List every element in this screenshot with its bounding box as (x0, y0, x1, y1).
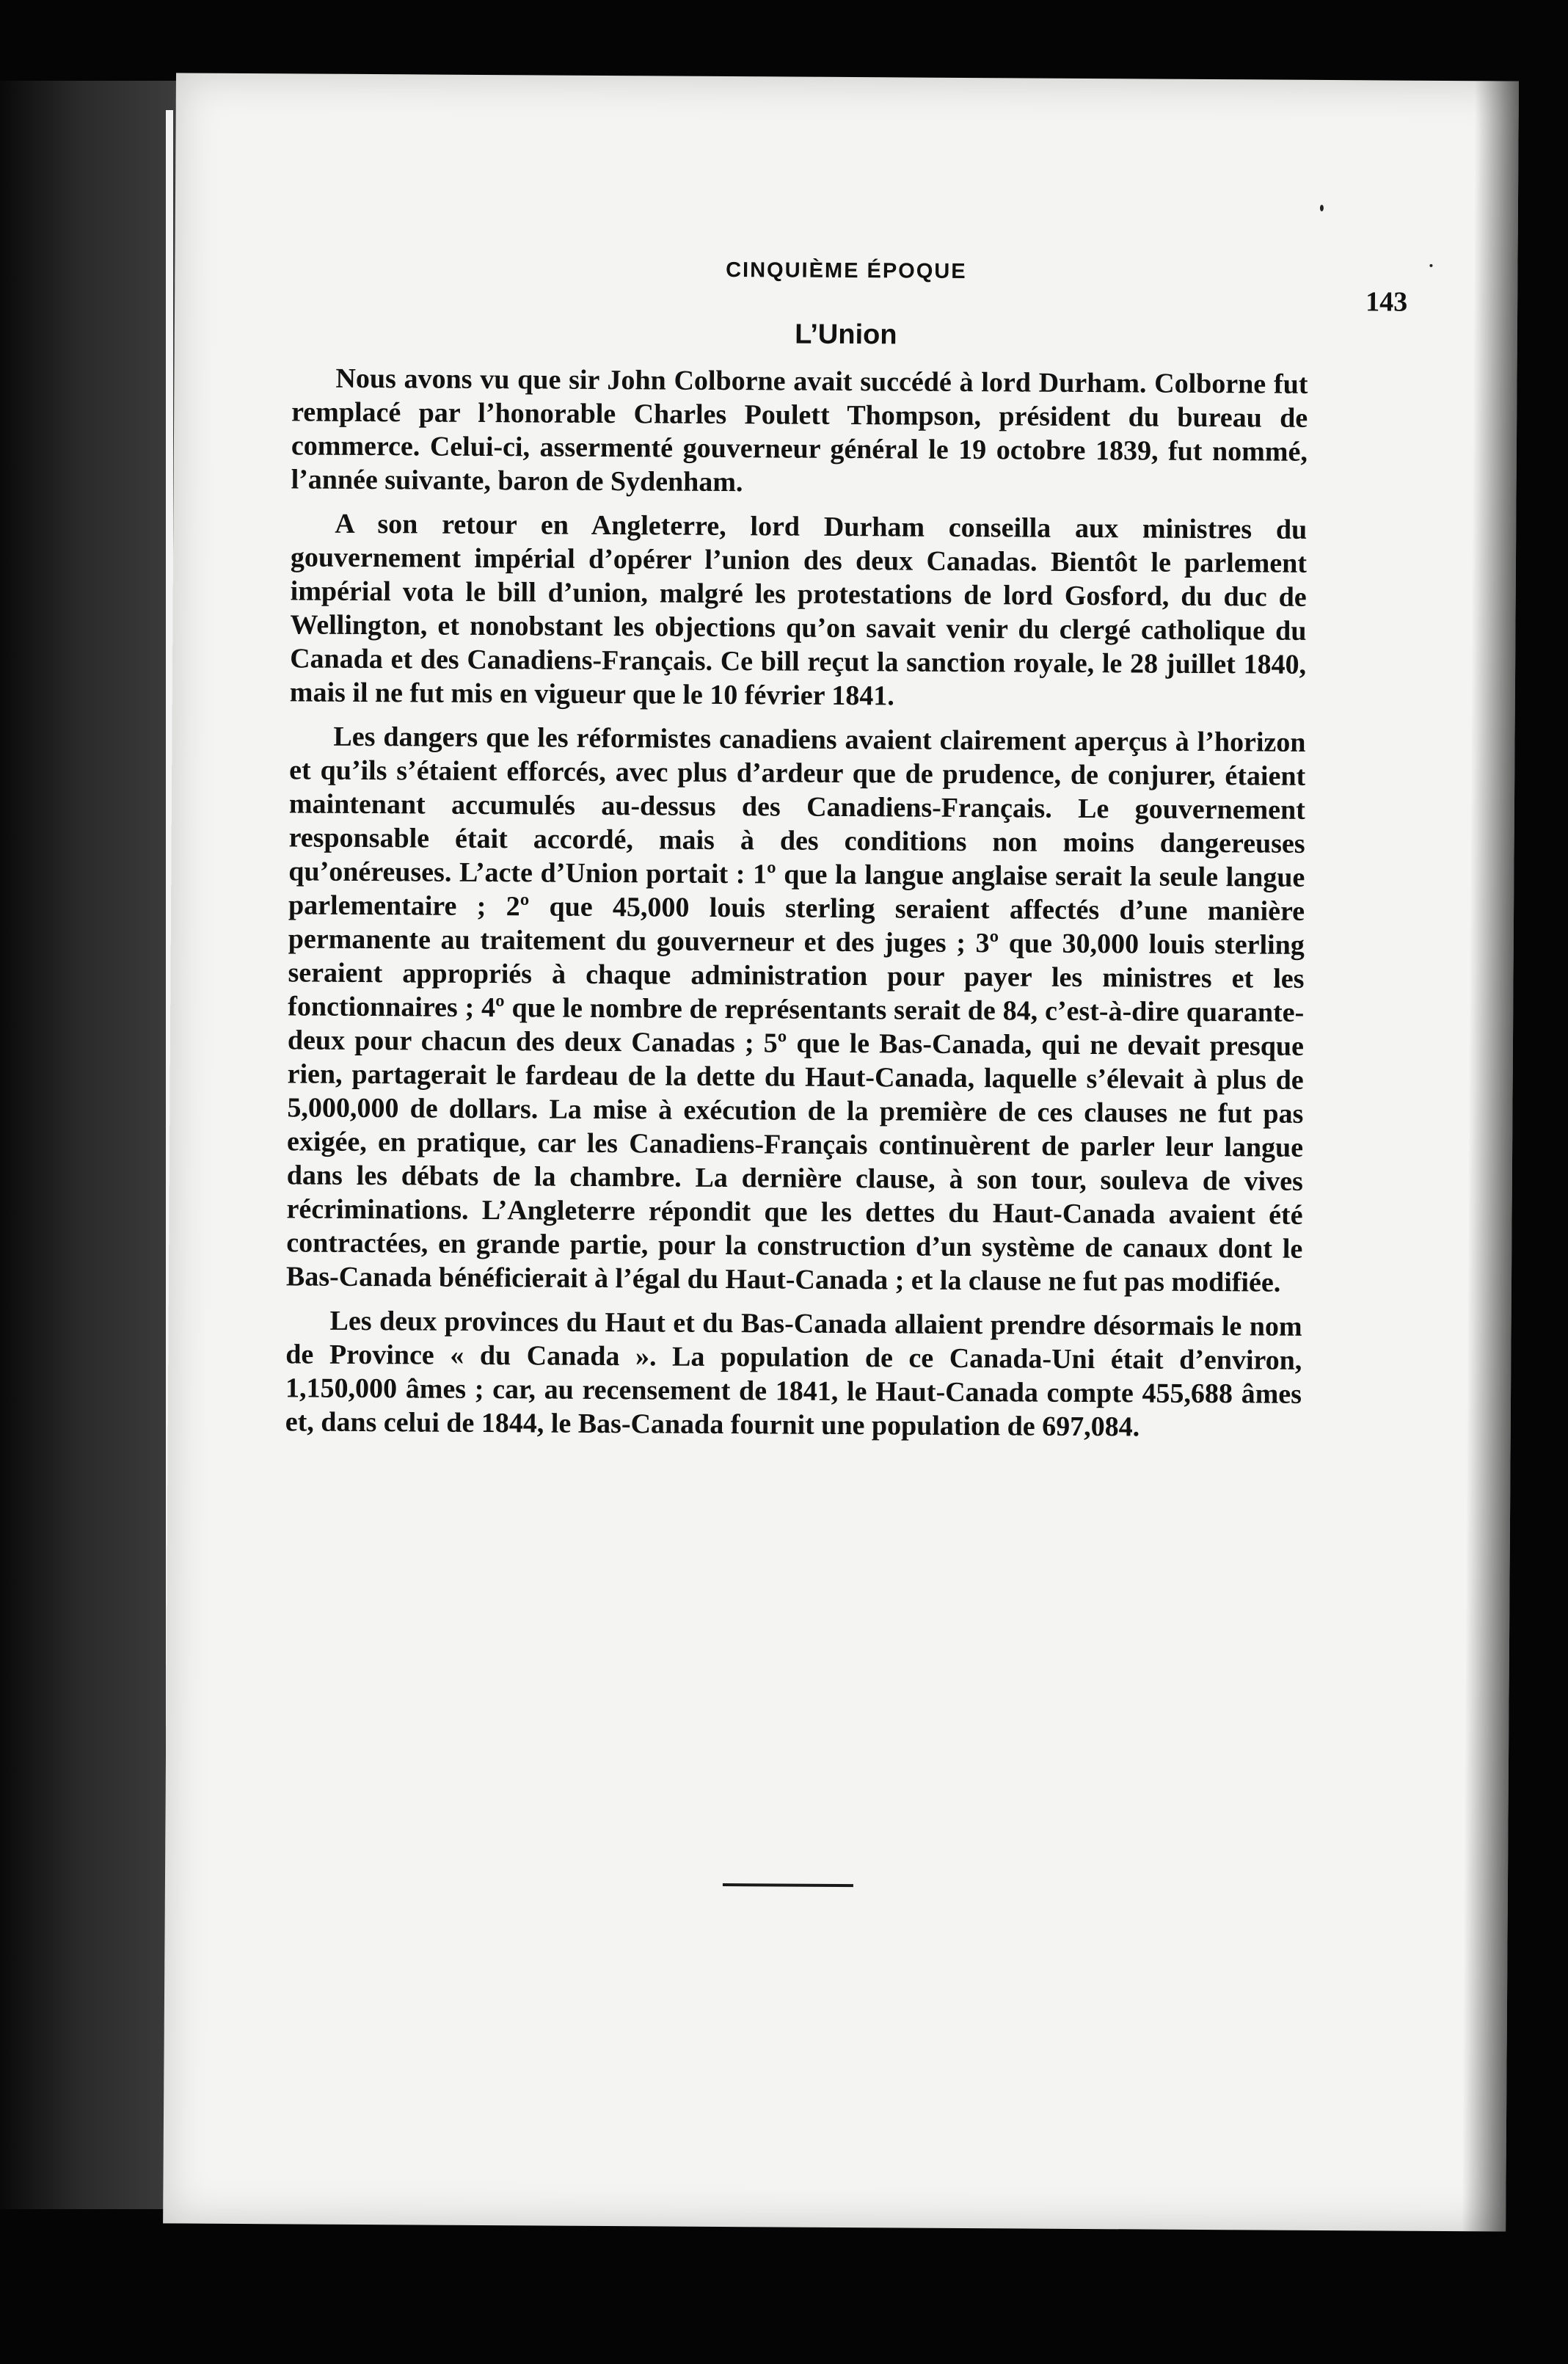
end-rule (723, 1883, 853, 1887)
section-title: L’Union (795, 319, 897, 351)
previous-page-edge (0, 81, 176, 2209)
paragraph: Nous avons vu que sir John Colborne avait succédé à lord Durham. Colborne fut remplacé par l’honorable Charles Poulett Thompson, président du bureau de commerce. Celui-ci, assermenté gouverneur général le 19 octobre 1839, fut nommé, l’année suivante, baron de Sydenham. (291, 363, 1308, 498)
paragraph: Les dangers que les réformistes canadiens avaient clairement aperçus à l’horizon et qu’ils s’étaient efforcés, avec plus d’ardeur que de prudence, de conjurer, étaient maintenant accumulés au-dessus des Canadiens-Français. Le gouvernement responsable était accordé, mais à des conditions non moins dangereuses qu’onéreuses. L’acte d’Union portait : 1º que la langue anglaise serait la seule langue parlementaire ; 2º que 45,000 louis sterling seraient affectés d’une manière permanente au traitement du gouverneur et des juges ; 3º que 30,000 louis sterling seraient appropriés à chaque administration pour payer les ministres et les fonctionnaires ; 4º que le nombre de représentants serait de 84, c’est-à-dire quarante-deux pour chacun des deux Canadas ; 5º que le Bas-Canada, qui ne devait presque rien, partagerait le fardeau de la dette du Haut-Canada, laquelle s’élevait à plus de 5,000,000 de dollars. La mise à exécution de la première de ces clauses ne fut pas exigée, en pratique, car les Canadiens-Français continuèrent de parler leur langue dans les débats de la chambre. La dernière clause, à son tour, souleva de vives récriminations. L’Angleterre répondit que les dettes du Haut-Canada avaient été contractées, en grande partie, pour la construction d’un système de canaux dont le Bas-Canada bénéficierait à l’égal du Haut-Canada ; et la clause ne fut pas modifiée. (285, 721, 1306, 1298)
page-number: 143 (1365, 286, 1408, 318)
dust-speck (1320, 205, 1324, 211)
body-text (285, 361, 1308, 1455)
paragraph: A son retour en Angleterre, lord Durham conseilla aux ministres du gouvernement impérial d’opérer l’union des deux Canadas. Bientôt le parlement impérial vota le bill d’union, malgré les protestations de lord Gosford, du duc de Wellington, et nonobstant les objections qu’on savait venir du clergé catholique du Canada et des Canadiens-Français. Ce bill reçut la sanction royale, le 28 juillet 1840, mais il ne fut mis en vigueur que le 10 février 1841. (289, 508, 1308, 712)
dust-speck (1429, 264, 1432, 267)
paragraph: Les deux provinces du Haut et du Bas-Canada allaient prendre désormais le nom de Province « du Canada ». La population de ce Canada-Uni était d’environ, 1,150,000 âmes ; car, au recensement de 1841, le Haut-Canada compte 455,688 âmes et, dans celui de 1844, le Bas-Canada fournit une population de 697,084. (285, 1305, 1302, 1443)
running-head: CINQUIÈME ÉPOQUE (726, 258, 967, 283)
book-page (163, 73, 1519, 2231)
